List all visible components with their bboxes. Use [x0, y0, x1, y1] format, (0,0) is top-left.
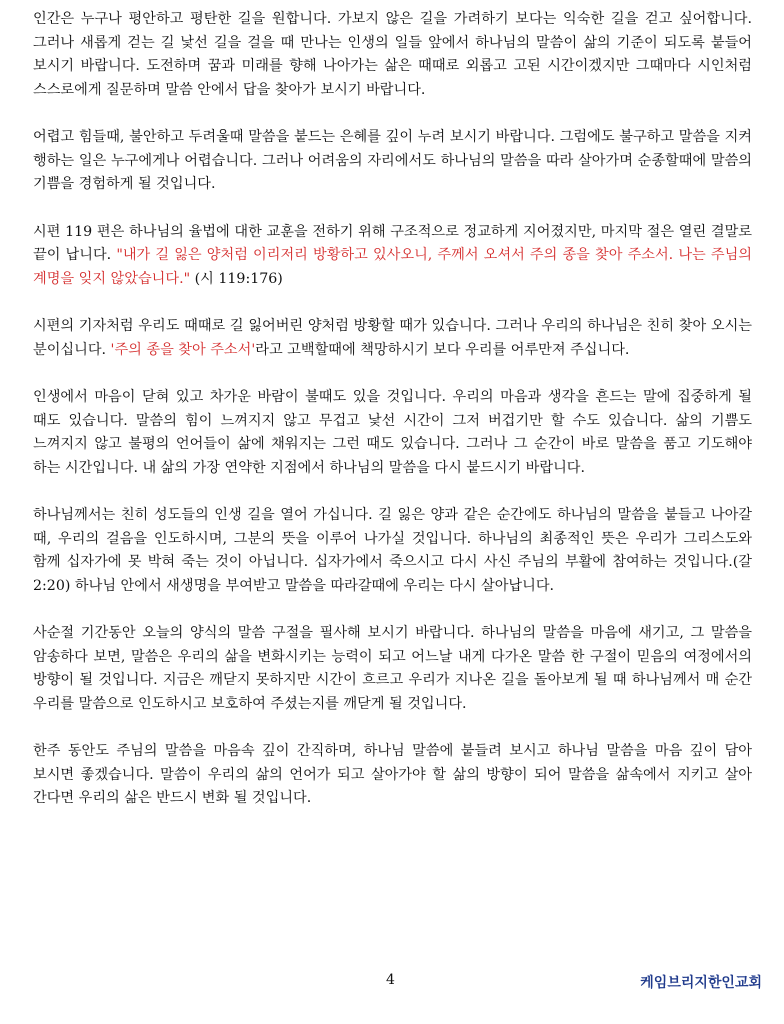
paragraph-1: 인간은 누구나 평안하고 평탄한 길을 원합니다. 가보지 않은 길을 가려하기 보다는 익숙한 길을 걷고 싶어합니다. 그러나 새롭게 걷는 길 낯선 길을 걸을 때 만나는 인생의 일들 앞에서 하나님의 말씀이 삶의 기준이 되도록 붙들어 보시기 바랍니다. 도전하며 꿈과 미래를 향해 나아가는 삶은 때때로 외롭고 고된 시간이겠지만 그때마다 시인처럼 스스로에게 질문하며 말씀 안에서 답을 찾아가 보시기 바랍니다. — [33, 11, 753, 98]
paragraph-2: 어렵고 힘들때, 불안하고 두려울때 말씀을 붙드는 은혜를 깊이 누려 보시기 바랍니다. 그럼에도 불구하고 말씀을 지켜 행하는 일은 누구에게나 어렵습니다. 그러나 어려움의 자리에서도 하나님의 말씀을 따라 살아가며 순종할때에 말씀의 기쁨을 경험하게 될 것입니다. — [33, 129, 752, 192]
paragraph-4-text-end: 라고 고백할때에 책망하시기 보다 우리를 어루만져 주십니다. — [255, 341, 630, 358]
prayer-quote-highlight: '주의 종을 찾아 주소서' — [110, 341, 256, 358]
paragraph-3 — [33, 221, 752, 292]
church-name: 케임브리지한인교회 — [640, 975, 762, 991]
scripture-quote-highlight: "내가 길 잃은 양처럼 이리저리 방황하고 있사오니, 주께서 오셔서 주의 종을 찾아 주소서. 나는 주님의 계명을 잊지 않았습니다." — [33, 247, 752, 287]
paragraph-3-text: 시편 119 편은 하나님의 율법에 대한 교훈을 전하기 위해 구조적으로 정교하게 지어졌지만, 마지막 절은 열린 결말로 끝이 납니다. — [33, 223, 752, 263]
scripture-reference: (시 119:176) — [190, 270, 283, 287]
paragraph-4-text: 시편의 기자처럼 우리도 때때로 길 잃어버린 양처럼 방황할 때가 있습니다. 그러나 우리의 하나님은 친히 찾아 오시는 분이십니다. — [33, 318, 752, 358]
page-number: 4 — [386, 972, 395, 988]
paragraph-8: 한주 동안도 주님의 말씀을 마음속 깊이 간직하며, 하나님 말씀에 붙들려 보시고 하나님 말씀을 마음 깊이 담아 보시면 좋겠습니다. 말씀이 우리의 삶의 언어가 되고 살아가야 할 삶의 방향이 되어 말씀을 삶속에서 지키고 살아 간다면 우리의 삶은 반드시 변화 될 것입니다. — [33, 743, 753, 806]
paragraph-7: 사순절 기간동안 오늘의 양식의 말씀 구절을 필사해 보시기 바랍니다. 하나님의 말씀을 마음에 새기고, 그 말씀을 암송하다 보면, 말씀은 우리의 삶을 변화시키는 능력이 되고 어느날 내게 다가온 말씀 한 구절이 믿음의 여정에서의 방향이 될 것입니다. 지금은 깨닫지 못하지만 시간이 흐르고 우리가 지나온 길을 돌아보게 될 때 하나님께서 매 순간 우리를 말씀으로 인도하시고 보호하여 주셨는지를 깨닫게 될 것입니다. — [33, 625, 752, 712]
paragraph-4 — [33, 315, 752, 362]
paragraph-6: 하나님께서는 친히 성도들의 인생 길을 열어 가십니다. 길 잃은 양과 같은 순간에도 하나님의 말씀을 붙들고 나아갈 때, 우리의 걸음을 인도하시며, 그분의 뜻을 이루어 나가실 것입니다. 하나님의 최종적인 뜻은 우리가 그리스도와 함께 십자가에 못 박혀 죽는 것이 아닙니다. 십자가에서 죽으시고 다시 사신 주님의 부활에 참여하는 것입니다.(갈 2:20) 하나님 안에서 새생명을 부여받고 말씀을 따라갈때에 우리는 다시 살아납니다. — [33, 507, 753, 594]
paragraph-5: 인생에서 마음이 닫혀 있고 차가운 바람이 불때도 있을 것입니다. 우리의 마음과 생각을 흔드는 말에 집중하게 될 때도 있습니다. 말씀의 힘이 느껴지지 않고 무겁고 낯선 시간이 그저 버겁기만 할 수도 있습니다. 삶의 기쁨도 느껴지지 않고 불평의 언어들이 삶에 채워지는 그런 때도 있습니다. 그러나 그 순간이 바로 말씀을 품고 기도해야 하는 시간입니다. 내 삶의 가장 연약한 지점에서 하나님의 말씀을 다시 붙드시기 바랍니다. — [33, 389, 753, 476]
document-body — [33, 8, 752, 835]
